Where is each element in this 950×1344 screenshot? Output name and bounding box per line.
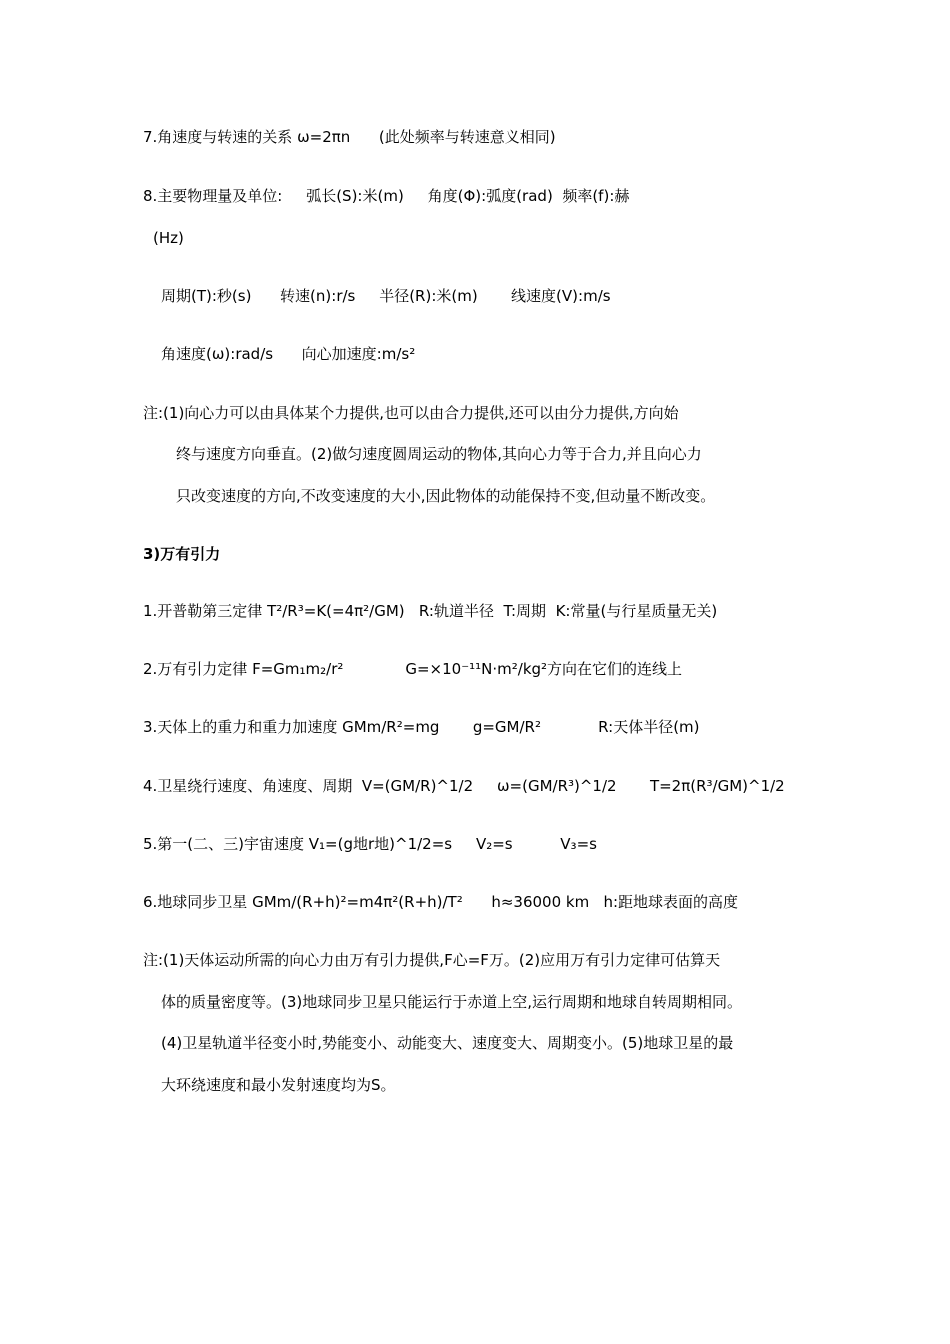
- section-heading-gravitation: 3)万有引力: [143, 545, 221, 563]
- text-line-satellite: 4.卫星绕行速度、角速度、周期 V=(GM/R)^1/2 ω=(GM/R³)^1/2 T=2π(R³/GM)^1/2: [143, 777, 785, 795]
- text-line-note2-d: 大环绕速度和最小发射速度均为S。: [161, 1076, 396, 1094]
- text-line-angular-speed-relation: 7.角速度与转速的关系 ω=2πn (此处频率与转速意义相同): [143, 128, 556, 146]
- text-line-gravity-accel: 3.天体上的重力和重力加速度 GMm/R²=mg g=GM/R² R:天体半径(m): [143, 718, 700, 736]
- text-line-note1-b: 终与速度方向垂直。(2)做匀速度圆周运动的物体,其向心力等于合力,并且向心力: [176, 445, 702, 463]
- text-line-note2-c: (4)卫星轨道半径变小时,势能变小、动能变大、速度变大、周期变小。(5)地球卫星的最: [161, 1034, 734, 1052]
- text-line-sync-satellite: 6.地球同步卫星 GMm/(R+h)²=m4π²(R+h)/T² h≈36000 km h:距地球表面的高度: [143, 893, 739, 911]
- text-line-units-intro: 8.主要物理量及单位: 弧长(S):米(m) 角度(Φ):弧度(rad) 频率(f):赫: [143, 187, 630, 205]
- text-line-units-angular: 角速度(ω):rad/s 向心加速度:m/s²: [161, 345, 416, 363]
- text-line-units-hz: (Hz): [153, 229, 184, 247]
- text-line-units-period: 周期(T):秒(s) 转速(n):r/s 半径(R):米(m) 线速度(V):m/s: [161, 287, 611, 305]
- text-line-cosmic-speed: 5.第一(二、三)宇宙速度 V₁=(g地r地)^1/2=s V₂=s V₃=s: [143, 835, 597, 853]
- text-line-kepler: 1.开普勒第三定律 T²/R³=K(=4π²/GM) R:轨道半径 T:周期 K:常量(与行星质量无关): [143, 602, 718, 620]
- text-line-note1-a: 注:(1)向心力可以由具体某个力提供,也可以由合力提供,还可以由分力提供,方向始: [143, 404, 679, 422]
- text-line-note1-c: 只改变速度的方向,不改变速度的大小,因此物体的动能保持不变,但动量不断改变。: [176, 487, 716, 505]
- text-line-note2-b: 体的质量密度等。(3)地球同步卫星只能运行于赤道上空,运行周期和地球自转周期相同。: [161, 993, 743, 1011]
- text-line-note2-a: 注:(1)天体运动所需的向心力由万有引力提供,F心=F万。(2)应用万有引力定律可估算天: [143, 951, 721, 969]
- text-line-gravitation-law: 2.万有引力定律 F=Gm₁m₂/r² G=×10⁻¹¹N·m²/kg²方向在它们的连线上: [143, 660, 683, 678]
